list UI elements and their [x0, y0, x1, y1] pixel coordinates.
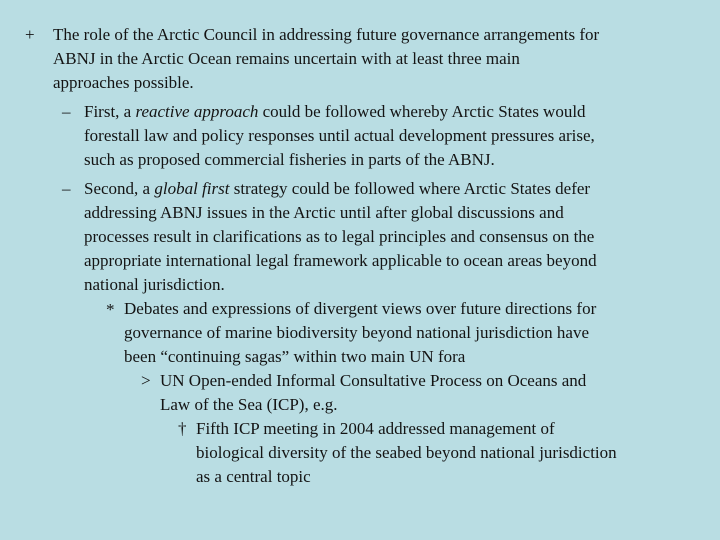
bullet-text-level1 — [53, 23, 599, 95]
emphasis-text: global first — [154, 179, 230, 198]
bullet-level3: * — [106, 300, 115, 319]
text-line: such as proposed commercial fisheries in parts of the ABNJ. — [84, 150, 495, 169]
bullet-text-level2b — [84, 177, 597, 297]
text-line: addressing ABNJ issues in the Arctic until after global discussions and — [84, 203, 564, 222]
bullet-text-level5 — [196, 417, 617, 489]
bullet-text-level4 — [160, 369, 586, 417]
bullet-text-level2a — [84, 100, 595, 172]
text-line: been “continuing sagas” within two main UN fora — [124, 347, 466, 366]
text-line: UN Open-ended Informal Consultative Process on Oceans and — [160, 371, 587, 390]
bullet-level2a: – — [62, 102, 71, 121]
text-line: The role of the Arctic Council in addressing future governance arrangements for — [53, 25, 600, 44]
emphasis-text: reactive approach — [135, 102, 259, 121]
text-line: national jurisdiction. — [84, 275, 225, 294]
text-fragment: could be followed whereby Arctic States would — [258, 102, 586, 121]
bullet-level2b: – — [62, 179, 71, 198]
bullet-text-level3 — [124, 297, 596, 369]
bullet-level4: > — [141, 371, 151, 390]
text-line: as a central topic — [196, 467, 311, 486]
text-line: Fifth ICP meeting in 2004 addressed management of — [196, 419, 555, 438]
text-fragment: strategy could be followed where Arctic States defer — [229, 179, 591, 198]
text-line: governance of marine biodiversity beyond national jurisdiction have — [124, 323, 590, 342]
text-line — [84, 177, 597, 201]
text-line: biological diversity of the seabed beyond national jurisdiction — [196, 443, 617, 462]
text-line: appropriate international legal framework applicable to ocean areas beyond — [84, 251, 597, 270]
text-line: ABNJ in the Arctic Ocean remains uncertain with at least three main — [53, 49, 520, 68]
text-line: Law of the Sea (ICP), e.g. — [160, 395, 338, 414]
bullet-level1: + — [25, 25, 35, 44]
text-line: processes result in clarifications as to legal principles and consensus on the — [84, 227, 595, 246]
text-fragment: Second, a — [84, 179, 155, 198]
text-line: approaches possible. — [53, 73, 194, 92]
text-fragment: First, a — [84, 102, 136, 121]
text-line: Debates and expressions of divergent views over future directions for — [124, 299, 597, 318]
bullet-level5: † — [178, 419, 187, 438]
text-line — [84, 100, 595, 124]
text-line: forestall law and policy responses until actual development pressures arise, — [84, 126, 595, 145]
